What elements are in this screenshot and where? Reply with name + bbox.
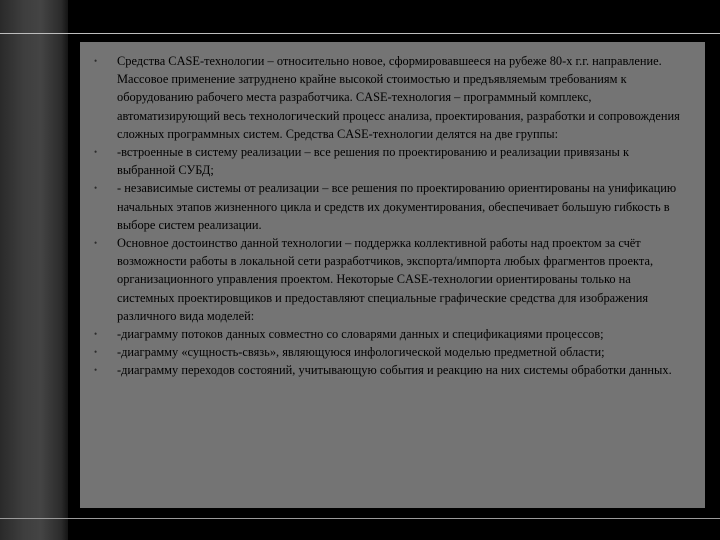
bullet-item-state-diagram (94, 361, 689, 379)
bullet-list (94, 52, 689, 380)
bullet-text: Средства CASE-технологии – относительно новое, сформировавшееся на рубеже 80-х г.г. направление. Массовое применение затруднено крайне высокой стоимостью и предъявляемым требованиям к оборудованию рабочего места разработчика. CASE-технология – программный комплекс, автоматизирующий весь технологический процесс анализа, проектирования, разработки и сопровождения сложных программных систем. Средства CASE-технологии делятся на две группы: (117, 54, 680, 141)
bullet-text: Основное достоинство данной технологии – поддержка коллективной работы над проектом за счёт возможности работы в локальной сети разработчиков, экспорта/импорта любых фрагментов проекта, организационного управления проектом. Некоторые CASE-технологии ориентированы только на системных проектировщиков и предоставляют специальные графические средства для изображения различного вида моделей: (117, 236, 654, 323)
bullet-dot-icon: • (94, 56, 98, 66)
bullet-item-independent-systems (94, 179, 689, 234)
bullet-dot-icon: • (94, 238, 98, 249)
bullet-item-case-intro (94, 52, 689, 143)
bullet-dot-icon: • (94, 329, 98, 340)
bullet-text: -встроенные в систему реализации – все решения по проектированию и реализации привязаны к выбранной СУБД; (117, 145, 629, 178)
bullet-dot-icon: • (94, 183, 98, 194)
bullet-dot-icon: • (94, 365, 98, 376)
left-decorative-band (0, 0, 68, 540)
bullet-item-main-advantage (94, 234, 689, 325)
bullet-text: - независимые системы от реализации – все решения по проектированию ориентированы на унификацию начальных этапов жизненного цикла и средств их документирования, обеспечивает большую гибкость в выборе систем реализации. (117, 181, 677, 232)
bullet-item-data-flow-diagram (94, 325, 689, 343)
bottom-divider-line (0, 518, 720, 519)
top-divider-line (0, 33, 720, 34)
bullet-text: -диаграмму «сущность-связь», являющуюся инфологической моделью предметной области; (117, 345, 605, 360)
bullet-text: -диаграмму потоков данных совместно со словарями данных и спецификациями процессов; (117, 327, 604, 342)
bullet-dot-icon: • (94, 347, 98, 358)
bullet-item-er-diagram (94, 343, 689, 361)
bullet-text: -диаграмму переходов состояний, учитывающую события и реакцию на них системы обработки данных. (117, 363, 672, 378)
content-panel (80, 42, 705, 508)
bullet-dot-icon: • (94, 147, 98, 158)
bullet-item-embedded-systems (94, 143, 689, 179)
